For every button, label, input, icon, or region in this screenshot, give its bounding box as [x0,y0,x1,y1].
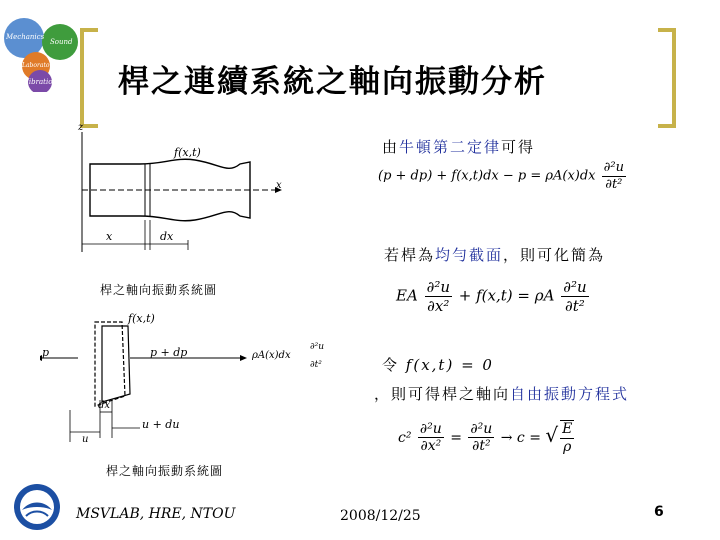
fig2-p-label: p [42,346,50,359]
fig2-p-dp-label: p + dp [150,346,188,359]
fig1-dx-dim-label: dx [160,230,174,243]
logo-text-vibration: Vibration [24,78,57,86]
free-vibration-highlight: 自由振動方程式 [510,385,630,403]
element-deformed [102,326,130,402]
element-undeformed [95,322,125,406]
equation-newton: (p + dp) + f(x,t)dx − p = ρA(x)dx $\frac{\text{∂²u}}{\text{∂t²}}$ [378,160,624,192]
bar-diagram [70,122,300,257]
fig1-force-label: f(x,t) [174,146,201,159]
fig2-dx-label: dx [98,400,111,411]
free-body-diagram [40,310,340,455]
fig2-u-label: u [82,434,89,445]
fig2-d2u-label: ∂²u [310,342,325,352]
force-zero-equation: f(x,t) = 0 [405,356,494,374]
newton-law-line: 由牛頓第二定律可得 [382,138,536,156]
fig1-x-label: x [276,180,282,191]
fig2-rho-label: ρA(x)dx [252,350,291,361]
newton-law-highlight: 牛頓第二定律 [399,138,502,156]
footer-page-number: 6 [654,504,664,520]
logo-text-sound: Sound [50,38,73,46]
logo-text-mechanics: Mechanics [6,33,45,41]
uniform-section-highlight: 均勻截面 [435,246,504,264]
fig2-dt2-label: ∂t² [310,360,322,370]
title-bracket-right [658,28,676,128]
uniform-section-line: 若桿為均勻截面，則可化簡為 [384,246,606,264]
fig2-u-du-label: u + du [142,418,180,431]
slide-title: 桿之連續系統之軸向振動分析 [118,64,547,100]
free-vibration-line: ，則可得桿之軸向自由振動方程式 [374,385,630,403]
figure2-caption: 桿之軸向振動系統圖 [106,464,224,478]
logo-text-laboratory: Laboratory [22,62,56,69]
equation-wave: c² $\frac{\text{∂²u}}{\text{∂x²}}$ = $\frac{\text{∂²u}}{\text{∂t²}}$ → c = √ $\frac{E}{\rho}$ [398,420,573,455]
fig2-f-label: f(x,t) [128,312,155,325]
fig1-x-dim-label: x [106,230,113,243]
fig1-z-label: z [78,122,84,133]
figure1-caption: 桿之軸向振動系統圖 [100,283,218,297]
equation-uniform: EA $\frac{\text{∂²u}}{\text{∂x²}}$ + f(x,t) = ρA $\frac{\text{∂²u}}{\text{∂t²}}$ [396,278,587,315]
university-logo [12,482,62,532]
title-bracket-left [80,28,98,128]
footer-lab: MSVLAB, HRE, NTOU [76,506,236,522]
lab-logo [2,14,80,92]
let-force-zero-line: 令 f(x,t) = 0 [382,356,494,374]
footer-date: 2008/12/25 [340,508,421,524]
